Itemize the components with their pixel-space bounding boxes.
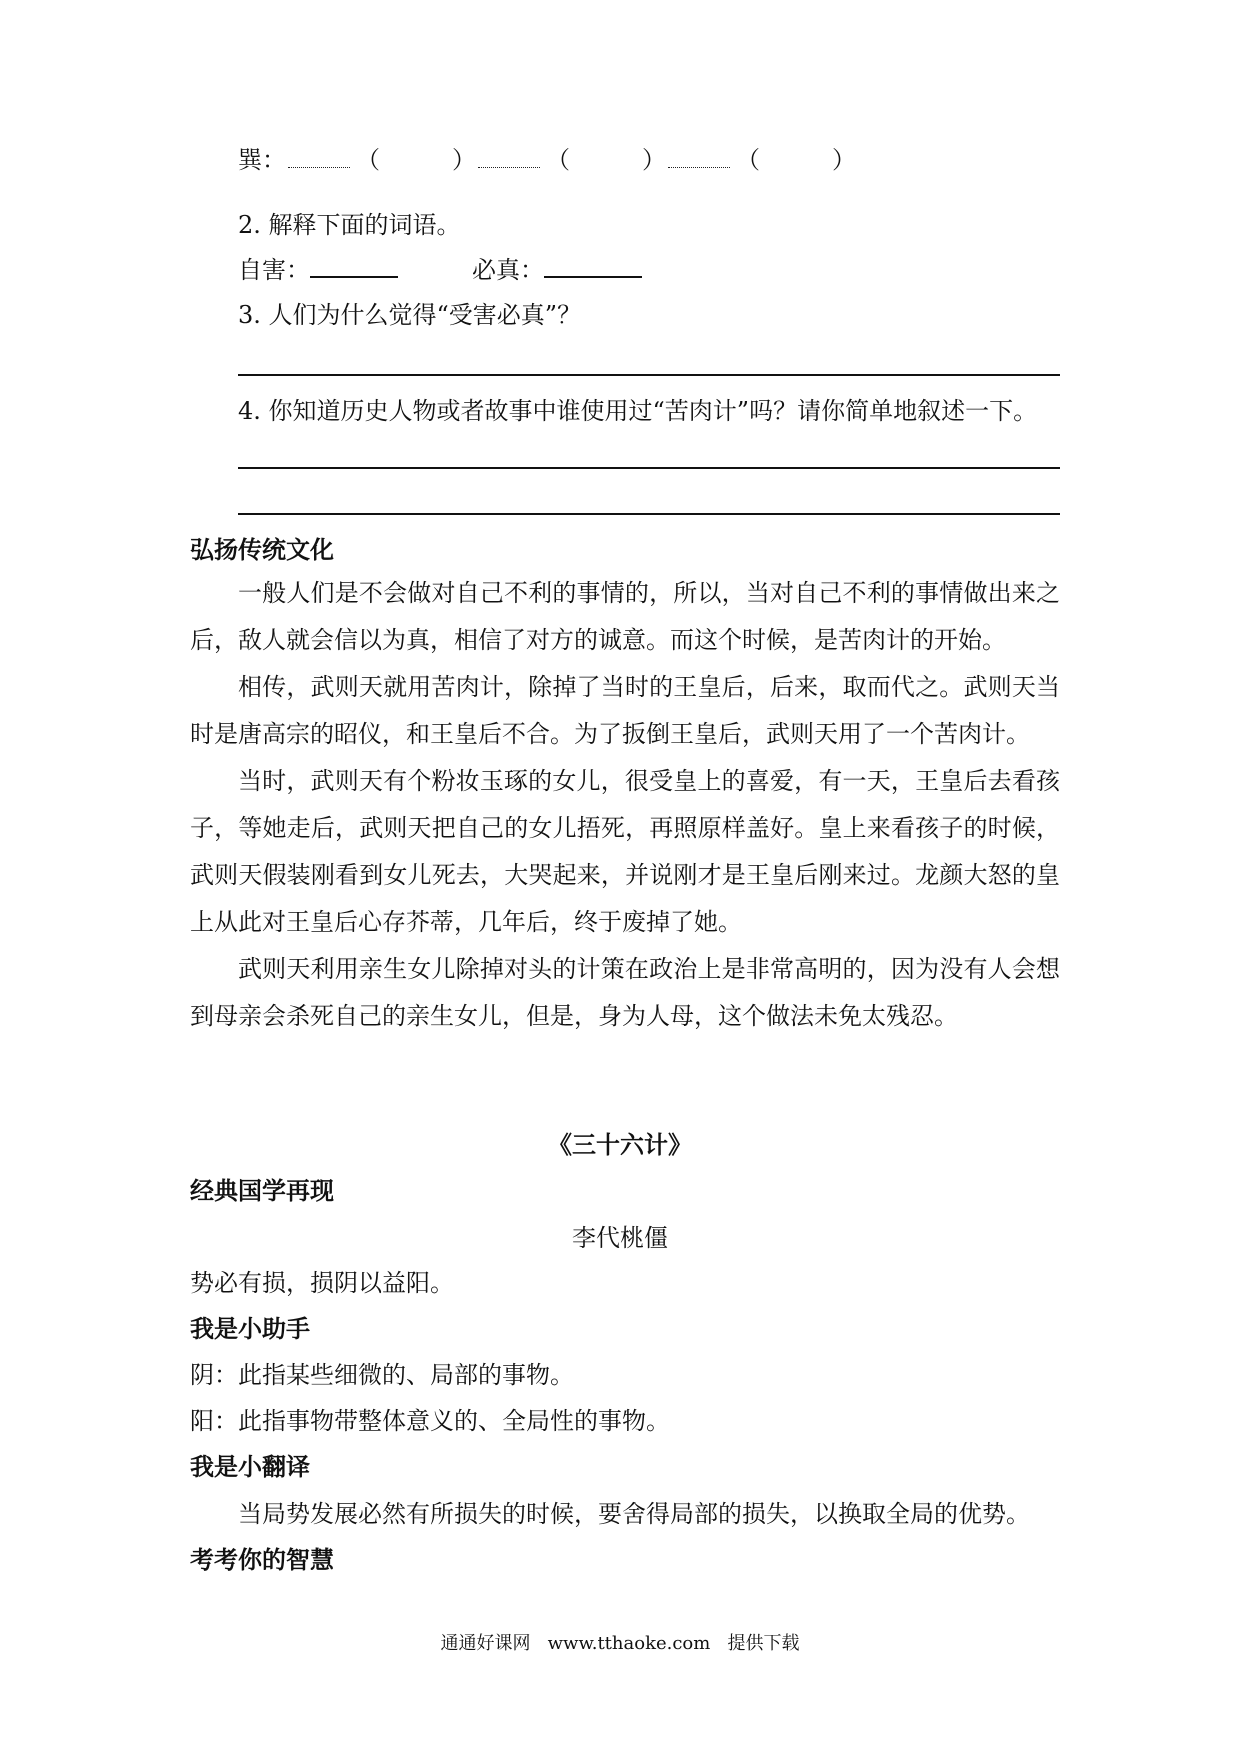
blank-2[interactable]: [478, 145, 540, 168]
paren-close-3: ）: [832, 146, 856, 174]
heading-wisdom: 考考你的智慧: [190, 1546, 334, 1574]
stratagem-text: 势必有损，损阴以益阳。: [190, 1269, 454, 1297]
section-title: 《三十六计》: [548, 1131, 692, 1159]
question-4: 4. 你知道历史人物或者故事中谁使用过“苦肉计”吗？请你简单地叙述一下。: [238, 397, 1038, 425]
q2-answer-2[interactable]: [544, 252, 642, 278]
q3-answer-line[interactable]: [238, 374, 1060, 376]
translation: 当局势发展必然有所损失的时候，要舍得局部的损失，以换取全局的优势。: [238, 1500, 1030, 1528]
helper-yang: 阳：此指事物带整体意义的、全局性的事物。: [190, 1407, 670, 1435]
q4-answer-line-1[interactable]: [238, 467, 1060, 469]
q2-terms-row: [238, 252, 642, 287]
culture-paragraph-4: 武则天利用亲生女儿除掉对头的计策在政治上是非常高明的，因为没有人会想到母亲会杀死自己的亲生女儿，但是，身为人母，这个做法未免太残忍。: [190, 955, 1060, 1030]
paren-open-1: （: [356, 146, 380, 174]
paren-close-2: ）: [642, 146, 666, 174]
question-2: 2. 解释下面的词语。: [238, 211, 461, 239]
q2-answer-1[interactable]: [310, 252, 398, 278]
blank-1[interactable]: [288, 145, 350, 168]
heading-classic: 经典国学再现: [190, 1177, 334, 1205]
q1-row: [238, 143, 856, 177]
stratagem-name: 李代桃僵: [572, 1224, 668, 1252]
culture-paragraph-1: 一般人们是不会做对自己不利的事情的，所以，当对自己不利的事情做出来之后，敌人就会信以为真，相信了对方的诚意。而这个时候，是苦肉计的开始。: [190, 579, 1060, 654]
question-3: 3. 人们为什么觉得“受害必真”？: [238, 301, 582, 329]
helper-yin: 阴：此指某些细微的、局部的事物。: [190, 1361, 574, 1389]
q2-term-2: 必真：: [472, 256, 544, 284]
heading-helper: 我是小助手: [190, 1315, 310, 1343]
culture-paragraph-2: 相传，武则天就用苦肉计，除掉了当时的王皇后，后来，取而代之。武则天当时是唐高宗的昭仪，和王皇后不合。为了扳倒王皇后，武则天用了一个苦肉计。: [190, 673, 1060, 748]
blank-3[interactable]: [668, 145, 730, 168]
paren-close-1: ）: [452, 146, 476, 174]
heading-translate: 我是小翻译: [190, 1453, 310, 1481]
paren-open-2: （: [546, 146, 570, 174]
culture-paragraph-3: 当时，武则天有个粉妆玉琢的女儿，很受皇上的喜爱，有一天，王皇后去看孩子，等她走后，武则天把自己的女儿捂死，再照原样盖好。皇上来看孩子的时候，武则天假装刚看到女儿死去，大哭起来，并说刚才是王皇后刚来过。龙颜大怒的皇上从此对王皇后心存芥蒂，几年后，终于废掉了她。: [190, 767, 1060, 936]
paren-open-3: （: [736, 146, 760, 174]
q1-label: 巽：: [238, 146, 286, 174]
footer-download-note: 通通好课网 www.tthaoke.com 提供下载: [440, 1633, 800, 1654]
q2-term-1: 自害：: [238, 256, 310, 284]
heading-culture: 弘扬传统文化: [190, 536, 334, 564]
q4-answer-line-2[interactable]: [238, 513, 1060, 515]
